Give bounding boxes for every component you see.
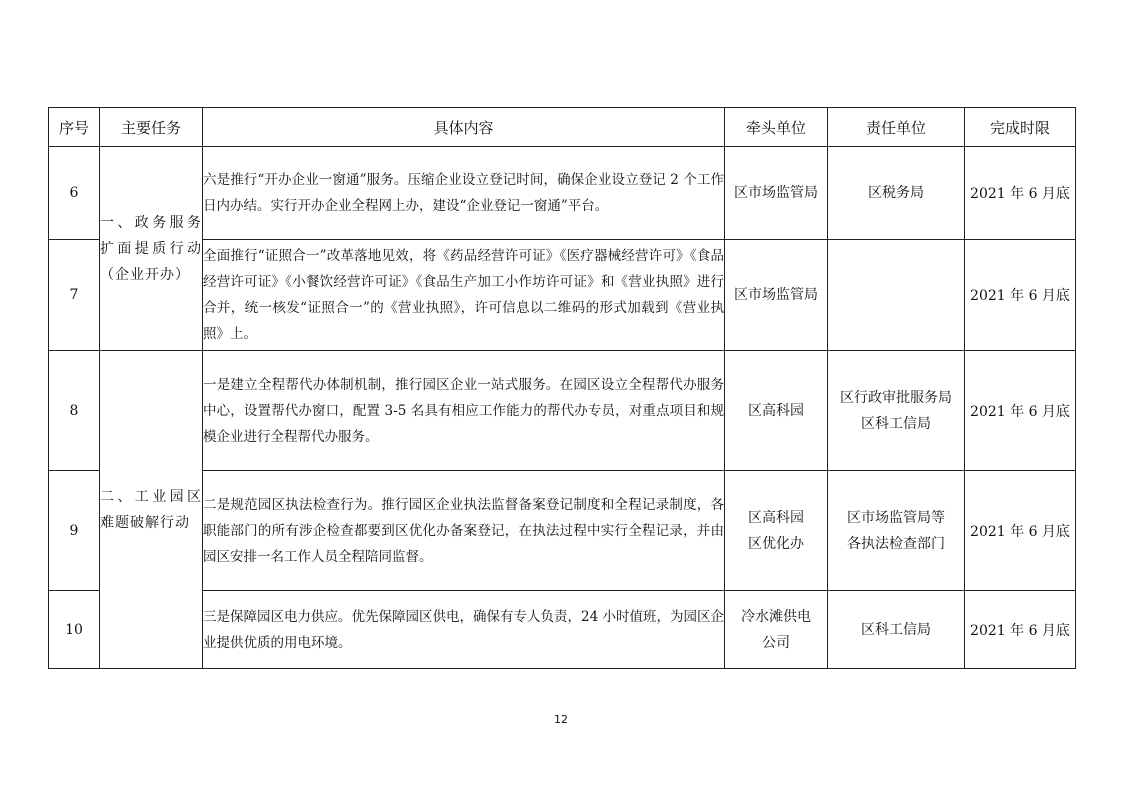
- task-table-container: [48, 107, 1075, 669]
- table-row: [49, 471, 1076, 591]
- header-deadline: 完成时限: [965, 108, 1076, 147]
- lead-unit-cell: 区高科园: [725, 351, 828, 471]
- content-cell: 一是建立全程帮代办体制机制，推行园区企业一站式服务。在园区设立全程帮代办服务中心，设置帮代办窗口，配置 3-5 名具有相应工作能力的帮代办专员，对重点项目和规模企业进行全程帮代办服务。: [203, 351, 725, 471]
- table-row: [49, 351, 1076, 471]
- header-responsible-unit: 责任单位: [828, 108, 965, 147]
- responsible-unit-cell: 区科工信局: [828, 591, 965, 669]
- table-row: [49, 591, 1076, 669]
- seq-cell: 9: [49, 471, 100, 591]
- table-row: [49, 240, 1076, 351]
- responsible-unit-cell: 区税务局: [828, 147, 965, 240]
- responsible-unit-cell: 区行政审批服务局 区科工信局: [828, 351, 965, 471]
- task-table: [48, 107, 1076, 669]
- lead-unit-cell: 区市场监管局: [725, 240, 828, 351]
- table-row: [49, 147, 1076, 240]
- lead-unit-cell: 区高科园 区优化办: [725, 471, 828, 591]
- seq-cell: 6: [49, 147, 100, 240]
- responsible-unit-cell: [828, 240, 965, 351]
- content-cell: 全面推行“证照合一”改革落地见效，将《药品经营许可证》《医疗器械经营许可》《食品经营许可证》《小餐饮经营许可证》《食品生产加工小作坊许可证》和《营业执照》进行合并，统一核发“证照合一”的《营业执照》，许可信息以二维码的形式加载到《营业执照》上。: [203, 240, 725, 351]
- deadline-cell: 2021 年 6 月底: [965, 471, 1076, 591]
- seq-cell: 7: [49, 240, 100, 351]
- header-seq: 序号: [49, 108, 100, 147]
- responsible-unit-cell: 区市场监管局等 各执法检查部门: [828, 471, 965, 591]
- task-cell: 二、工业园区难题破解行动: [100, 351, 203, 669]
- seq-cell: 8: [49, 351, 100, 471]
- deadline-cell: 2021 年 6 月底: [965, 240, 1076, 351]
- content-cell: 二是规范园区执法检查行为。推行园区企业执法监督备案登记制度和全程记录制度，各职能部门的所有涉企检查都要到区优化办备案登记，在执法过程中实行全程记录，并由园区安排一名工作人员全程陪同监督。: [203, 471, 725, 591]
- deadline-cell: 2021 年 6 月底: [965, 351, 1076, 471]
- deadline-cell: 2021 年 6 月底: [965, 591, 1076, 669]
- header-content: 具体内容: [203, 108, 725, 147]
- deadline-cell: 2021 年 6 月底: [965, 147, 1076, 240]
- content-cell: 三是保障园区电力供应。优先保障园区供电，确保有专人负责，24 小时值班，为园区企业提供优质的用电环境。: [203, 591, 725, 669]
- task-cell: 一、政务服务扩面提质行动（企业开办）: [100, 147, 203, 351]
- page-number: 12: [554, 713, 568, 726]
- content-cell: 六是推行“开办企业一窗通”服务。压缩企业设立登记时间，确保企业设立登记 2 个工作日内办结。实行开办企业全程网上办，建设“企业登记一窗通”平台。: [203, 147, 725, 240]
- header-lead-unit: 牵头单位: [725, 108, 828, 147]
- lead-unit-cell: 冷水滩供电 公司: [725, 591, 828, 669]
- lead-unit-cell: 区市场监管局: [725, 147, 828, 240]
- seq-cell: 10: [49, 591, 100, 669]
- header-task: 主要任务: [100, 108, 203, 147]
- header-row: [49, 108, 1076, 147]
